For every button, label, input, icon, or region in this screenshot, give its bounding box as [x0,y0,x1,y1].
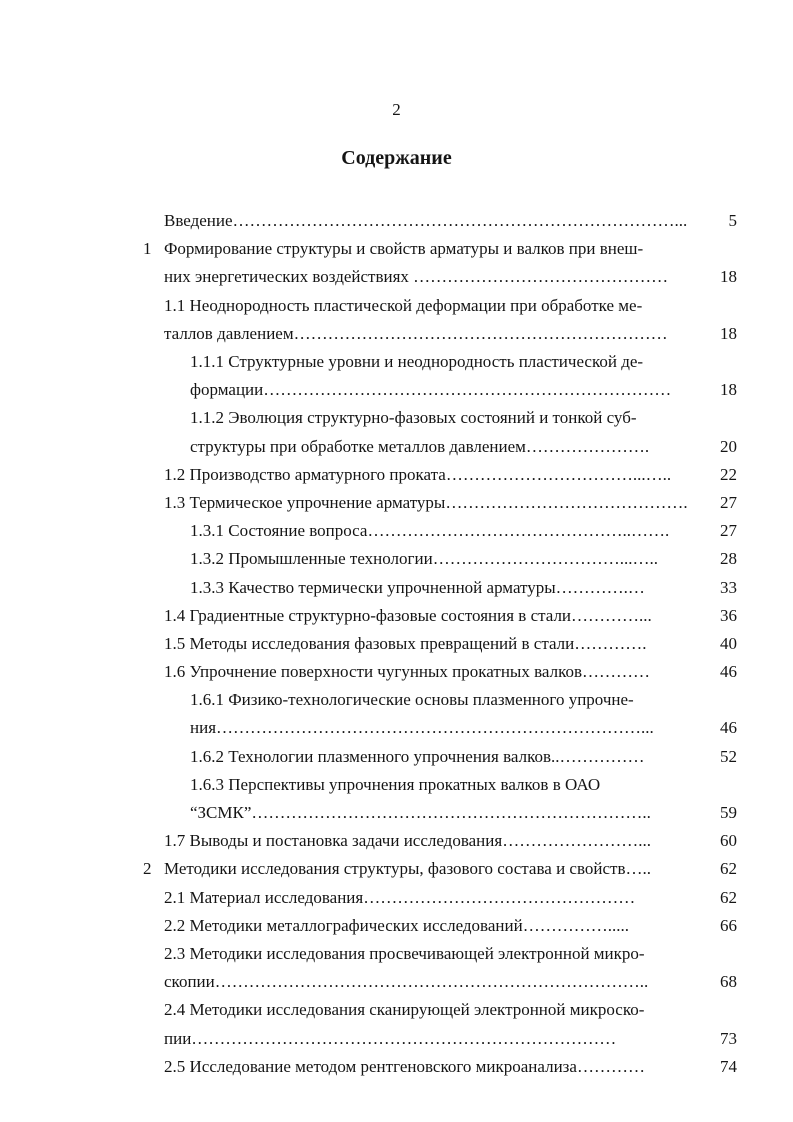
toc-entry-page: 33 [720,577,737,597]
toc-entry-line: 1.4 Градиентные структурно-фазовые состояния в стали…………... [164,605,652,625]
toc-entry-title [190,404,649,460]
toc-entry-page: 36 [720,605,737,625]
toc-entry-page: 68 [720,972,737,992]
toc-entry[interactable] [140,574,750,602]
toc-entry[interactable] [140,602,750,630]
toc-entry[interactable] [140,658,750,686]
toc-entry-title [190,574,645,602]
toc-entry-line: ния…………………………………………………………………... [190,718,654,738]
toc-entry-line: 1.3 Термическое упрочнение арматуры……………………………………. [164,492,688,512]
toc-entry-line: структуры при обработке металлов давлением…………………. [190,436,650,456]
toc-entry-line: 1.1.2 Эволюция структурно-фазовых состояний и тонкой суб- [190,408,637,428]
toc-entry-title [164,658,650,686]
toc-entry-line: 1.6.2 Технологии плазменного упрочнения валков..…………… [190,746,645,766]
toc-entry[interactable] [140,912,750,940]
toc-entry-page: 28 [720,549,737,569]
toc-entry[interactable] [140,743,750,771]
toc-entry-line: 1.3.3 Качество термически упрочненной арматуры………….… [190,577,645,597]
toc-entry-title [164,630,646,658]
toc-entry-line: формации……………………………………………………………… [190,380,672,400]
toc-entry-line: 1.2 Производство арматурного проката……………………………...….. [164,464,672,484]
toc-entry-page: 62 [720,859,737,879]
toc-entry-page: 18 [720,380,737,400]
toc-entry-title [164,912,629,940]
toc-entry-number: 1 [143,239,152,259]
toc-entry-page: 60 [720,831,737,851]
toc-entry-title [190,517,669,545]
toc-entry-title [164,461,671,489]
toc-entry-page: 18 [720,267,737,287]
toc-entry-page: 73 [720,1028,737,1048]
toc-entry-page: 22 [720,464,737,484]
toc-entry[interactable] [140,461,750,489]
toc-entry-page: 27 [720,521,737,541]
toc-entry-line: 1.3.2 Промышленные технологии……………………………...….. [190,549,658,569]
toc-entry-line: 1.6.3 Перспективы упрочнения прокатных валков в ОАО [190,774,601,794]
toc-entry[interactable] [140,884,750,912]
table-of-contents [140,207,750,1081]
toc-entry[interactable] [140,545,750,573]
toc-entry-page: 27 [720,492,737,512]
toc-entry-title [164,1053,645,1081]
toc-entry-page: 74 [720,1056,737,1076]
toc-entry-page: 46 [720,662,737,682]
toc-entry-title [164,855,651,883]
toc-entry-line: 2.5 Исследование методом рентгеновского микроанализа………… [164,1056,645,1076]
toc-entry[interactable] [140,404,750,460]
toc-entry-line: таллов давлением………………………………………………………… [164,323,668,343]
toc-entry-page: 66 [720,915,737,935]
toc-entry-line: 2.4 Методики исследования сканирующей электронной микроско- [164,1000,645,1020]
toc-entry-title [164,884,635,912]
toc-entry-line: 1.6.1 Физико-технологические основы плазменного упрочне- [190,690,634,710]
toc-entry-page: 40 [720,633,737,653]
toc-entry[interactable] [140,827,750,855]
toc-entry-title [164,996,644,1052]
toc-entry-title [190,743,645,771]
toc-entry-line: 1.3.1 Состояние вопроса………………………………………..……. [190,521,670,541]
toc-entry[interactable] [140,489,750,517]
toc-entry[interactable] [140,940,750,996]
toc-entry[interactable] [140,855,750,883]
toc-entry-line: 2.2 Методики металлографических исследований……………..... [164,915,629,935]
toc-entry-page: 18 [720,323,737,343]
toc-entry[interactable] [140,207,750,235]
toc-entry-title [164,940,648,996]
toc-entry-line: “ЗСМК”…………………………………………………………….. [190,803,651,823]
toc-entry[interactable] [140,235,750,291]
toc-entry-title [164,292,668,348]
toc-entry-line: Формирование структуры и свойств арматуры и валков при внеш- [164,239,644,259]
toc-entry-title [190,771,651,827]
toc-entry-title [164,602,652,630]
toc-entry[interactable] [140,292,750,348]
toc-entry-line: 1.1 Неоднородность пластической деформации при обработке ме- [164,295,643,315]
toc-entry-page: 20 [720,436,737,456]
toc-entry-page: 52 [720,746,737,766]
toc-entry[interactable] [140,996,750,1052]
toc-entry[interactable] [140,686,750,742]
toc-entry-title [190,686,654,742]
toc-entry-page: 62 [720,887,737,907]
toc-entry-title [164,235,668,291]
toc-entry-page: 46 [720,718,737,738]
toc-entry-line: Введение……………………………………………………………………... [164,211,688,230]
toc-entry-line: 1.7 Выводы и постановка задачи исследования……………………... [164,831,651,851]
toc-entry-line: 2.1 Материал исследования………………………………………… [164,887,636,907]
toc-entry-line: 2.3 Методики исследования просвечивающей электронной микро- [164,943,645,963]
toc-entry-line: Методики исследования структуры, фазового состава и свойств….. [164,859,651,879]
toc-entry-page: 5 [728,211,737,230]
toc-entry-number: 2 [143,859,152,879]
toc-entry-title [190,545,658,573]
toc-entry[interactable] [140,348,750,404]
toc-entry-page: 59 [720,803,737,823]
toc-entry[interactable] [140,1053,750,1081]
page-number: 2 [392,100,401,119]
toc-entry-line: 1.1.1 Структурные уровни и неоднородность пластической де- [190,351,644,371]
toc-entry-line: скопии………………………………………………………………….. [164,972,649,992]
toc-entry-title [164,827,651,855]
toc-entry-line: них энергетических воздействиях ……………………………………… [164,267,669,287]
toc-entry-title [190,348,671,404]
toc-entry-title [164,489,688,517]
page-title: Содержание [341,147,452,169]
toc-entry-line: пии………………………………………………………………… [164,1028,617,1048]
toc-entry[interactable] [140,771,750,827]
toc-entry[interactable] [140,630,750,658]
toc-entry[interactable] [140,517,750,545]
toc-entry-line: 1.6 Упрочнение поверхности чугунных прокатных валков………… [164,662,650,682]
toc-entry-line: 1.5 Методы исследования фазовых превращений в стали…………. [164,633,647,653]
